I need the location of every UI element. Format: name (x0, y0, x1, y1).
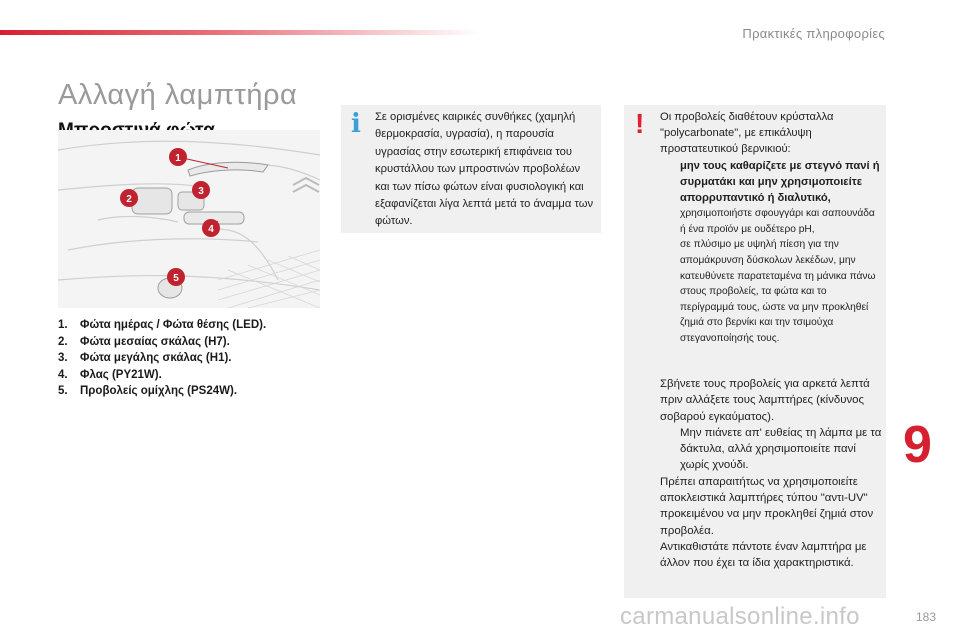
callout-5 (167, 268, 185, 286)
warning-paragraph: Αντικαθιστάτε πάντοτε έναν λαμπτήρα με άλλον που έχει τα ίδια χαρακτηριστικά. (660, 540, 867, 570)
info-box (341, 105, 601, 233)
chapter-number: 9 (903, 416, 932, 474)
page-title: Αλλαγή λαμπτήρα (58, 79, 298, 112)
list-item: 1. Φώτα ημέρας / Φώτα θέσης (LED). (58, 319, 267, 331)
bulb-list (58, 317, 266, 400)
list-item: χρησιμοποιήστε σφουγγάρι και σαπουνάδα ή ένα προϊόν με ουδέτερο pH, (680, 208, 875, 235)
svg-text:3: 3 (198, 186, 204, 197)
list-item: 3. Φώτα μεγάλης σκάλας (H1). (58, 352, 232, 365)
callout-2 (120, 189, 138, 207)
list-item: 2. Φώτα μεσαίας σκάλας (H7). (58, 335, 230, 348)
list-item: μην τους καθαρίζετε με στεγνό πανί ή συρματάκι και μην χρησιμοποιείτε απορρυπαντικό ή διαλυτικό, (680, 159, 880, 205)
warning-icon: ! (635, 108, 645, 139)
info-icon: i (351, 109, 361, 139)
header-accent-bar (0, 30, 480, 35)
svg-text:2: 2 (126, 194, 132, 205)
warning-block-1 (660, 109, 882, 347)
section-header: Πρακτικές πληροφορίες (742, 26, 885, 41)
info-text: Σε ορισμένες καιρικές συνθήκες (χαμηλή θερμοκρασία, υγρασία), η παρουσία υγρασίας στην εσωτερική επιφάνεια του κρυστάλλου των μπροστινών προβολέων και των πίσω φώτων είναι φυσιολογική και εξαφανίζεται λίγα λεπτά μετά το άναμμα των φώτων. (375, 111, 594, 228)
watermark: carmanualsonline.info (620, 603, 860, 630)
page-number: 183 (915, 610, 936, 624)
warning-paragraph: Πρέπει απαραιτήτως να χρησιμοποιείτε αποκλειστικά λαμπτήρες τύπου "αντι-UV" προκειμένου να μην προκληθεί ζημιά στον προβολέα. (660, 475, 874, 537)
warning-paragraph: Σβήνετε τους προβολείς για αρκετά λεπτά πριν αλλάξετε τους λαμπτήρες (κίνδυνος σοβαρού εγκαύματος). (660, 378, 870, 423)
callout-3 (192, 181, 210, 199)
list-item: 5. Προβολείς ομίχλης (PS24W). (58, 385, 238, 398)
list-item: σε πλύσιμο με υψηλή πίεση για την απομάκρυνση δύσκολων λεκέδων, μην κατευθύνετε παρατεταμένα τη μάνικα πάνω στους προβολείς, τα φώτα και το περίγραμμά τους, ώστε να μην προκληθεί ζημιά στο βερνίκι και την τσιμούχα στεγανοποίησής τους. (680, 239, 876, 344)
svg-text:5: 5 (173, 273, 179, 284)
headlight-illustration (58, 130, 320, 308)
callout-1 (169, 148, 187, 166)
list-item: 4. Φλας (PY21W). (58, 368, 162, 381)
list-item: Μην πιάνετε απ' ευθείας τη λάμπα με τα δάκτυλα, αλλά χρησιμοποιείτε πανί χωρίς χνούδι. (680, 426, 882, 472)
warning-block-2 (660, 376, 882, 572)
svg-text:4: 4 (208, 224, 214, 235)
warning-intro: Οι προβολείς διαθέτουν κρύσταλλα "polycarbonate", με επικάλυψη προστατευτικού βερνικιού: (660, 111, 834, 156)
callout-4 (202, 219, 220, 237)
warning-box (624, 105, 886, 598)
svg-text:1: 1 (175, 153, 181, 164)
